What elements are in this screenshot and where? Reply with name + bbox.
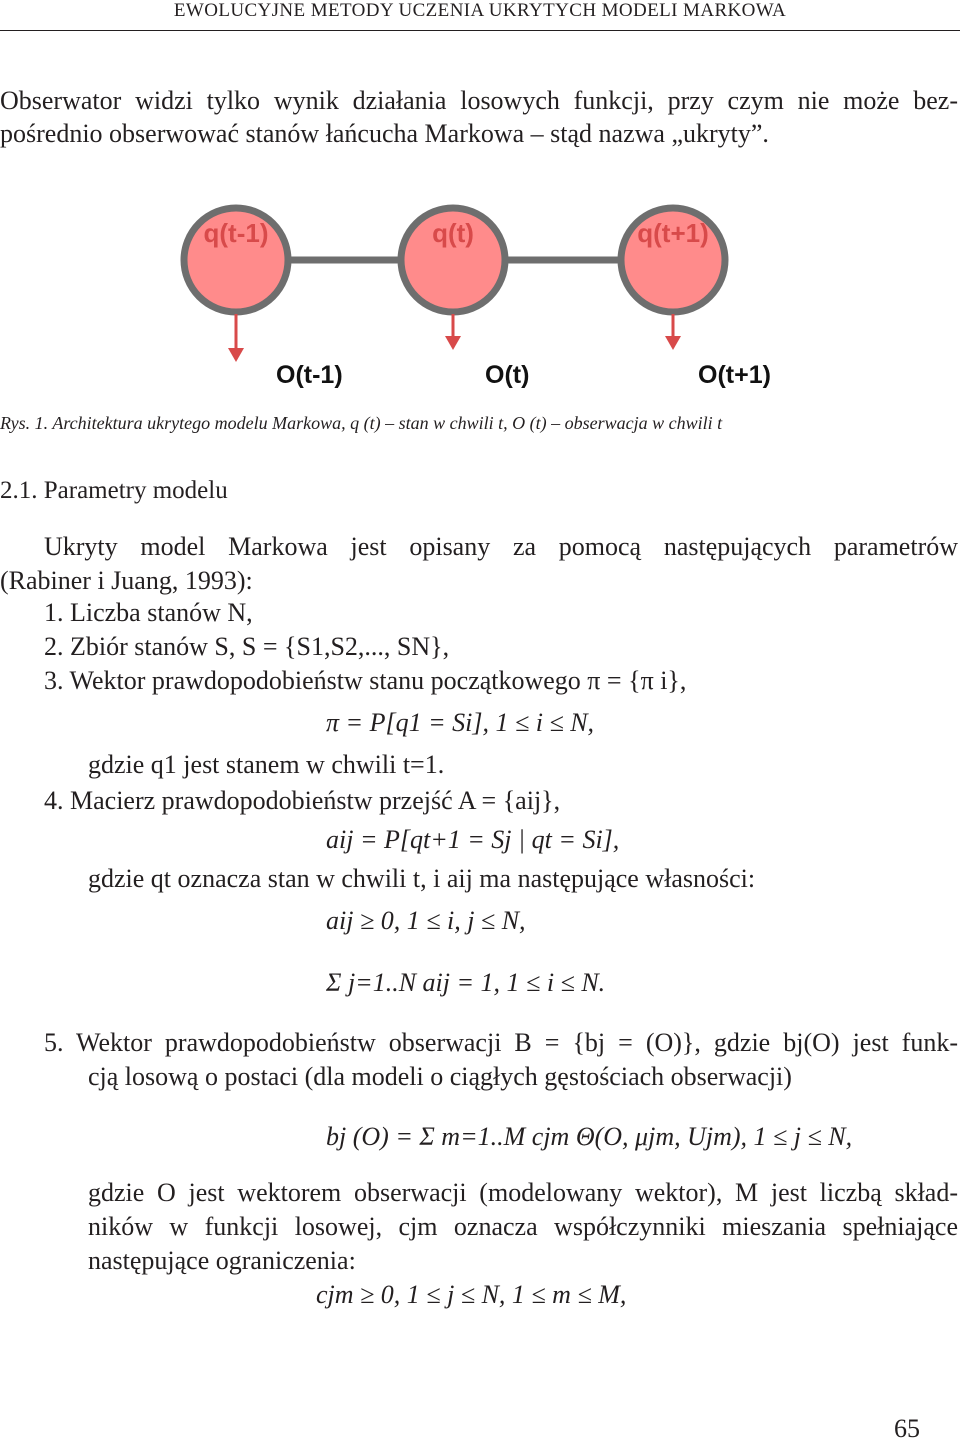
emission-arrowhead-t	[445, 336, 461, 350]
list-item-4	[44, 786, 560, 816]
intro-line-1: Obserwator widzi tylko wynik działania losowych funkcji, przy czym nie może bez-	[0, 86, 958, 115]
list-item-4-text: 4. Macierz prawdopodobieństw przejść A = {aij},	[44, 786, 561, 815]
where-q1-line	[88, 750, 444, 780]
equation-initial-probability-text: π = P[q1 = Si], 1 ≤ i ≤ N,	[326, 708, 595, 737]
figure-caption: Rys. 1. Architektura ukrytego modelu Markowa, q (t) – stan w chwili t, O (t) – obserwacja w chwili t	[0, 413, 723, 433]
running-header: EWOLUCYJNE METODY UCZENIA UKRYTYCH MODELI MARKOWA	[173, 0, 787, 21]
state-label-t: q(t)	[432, 218, 474, 248]
equation-transition-probability-text: aij = P[qt+1 = Sj | qt = Si],	[326, 825, 620, 854]
equation-row-sum-text: Σ j=1..N aij = 1, 1 ≤ i ≤ N.	[326, 968, 606, 997]
observation-label-t+1: O(t+1)	[698, 361, 771, 389]
emission-arrowhead-t-1	[228, 348, 244, 362]
para-line-2: (Rabiner i Juang, 1993):	[0, 566, 253, 595]
hmm-architecture-figure	[180, 178, 780, 408]
observation-label-t: O(t)	[485, 361, 530, 389]
equation-mixing-constraints-text: cjm ≥ 0, 1 ≤ j ≤ N, 1 ≤ m ≤ M,	[316, 1280, 627, 1309]
equation-mixing-constraints	[316, 1280, 626, 1310]
state-label-t-1: q(t-1)	[203, 218, 269, 248]
list-item-5-line-1: 5. Wektor prawdopodobieństw obserwacji B = {bj = (O)}, gdzie bj(O) jest funk-	[44, 1028, 958, 1057]
list-item-1	[44, 598, 253, 628]
list-item-2-text: 2. Zbiór stanów S, S = {S1,S2,..., SN},	[44, 632, 450, 661]
equation-nonnegativity-text: aij ≥ 0, 1 ≤ i, j ≤ N,	[326, 906, 526, 935]
list-item-3-text: 3. Wektor prawdopodobieństw stanu początkowego π = {π i},	[44, 666, 687, 695]
equation-row-sum	[326, 968, 605, 998]
state-label-t+1: q(t+1)	[637, 218, 709, 248]
equation-observation-density	[326, 1122, 852, 1152]
emission-arrowhead-t+1	[665, 336, 681, 350]
list-item-1-text: 1. Liczba stanów N,	[44, 598, 253, 627]
intro-line-2: pośrednio obserwować stanów łańcucha Markowa – stąd nazwa „ukryty”.	[0, 119, 769, 148]
where-O-line-1: gdzie O jest wektorem obserwacji (modelowany wektor), M jest liczbą skład-	[88, 1178, 958, 1207]
where-O-line-3: następujące ograniczenia:	[88, 1246, 356, 1275]
equation-initial-probability	[326, 708, 594, 738]
header-rule	[0, 30, 960, 31]
page-number: 65	[894, 1414, 920, 1443]
where-O-line-2: ników w funkcji losowej, cjm oznacza współczynniki mieszania spełniające	[88, 1212, 958, 1241]
where-qt-line	[88, 864, 755, 894]
section-heading: 2.1. Parametry modelu	[0, 477, 228, 504]
list-item-2	[44, 632, 449, 662]
para-line-1: Ukryty model Markowa jest opisany za pomocą następujących parametrów	[44, 532, 958, 561]
equation-nonnegativity	[326, 906, 526, 936]
equation-observation-density-text: bj (O) = Σ m=1..M cjm Θ(O, μjm, Ujm), 1 ≤ j ≤ N,	[326, 1122, 853, 1151]
list-item-5-line-2: cją losową o postaci (dla modeli o ciągłych gęstościach obserwacji)	[88, 1062, 792, 1091]
observation-label-t-1: O(t-1)	[276, 361, 343, 389]
where-q1-text: gdzie q1 jest stanem w chwili t=1.	[88, 750, 445, 779]
list-item-3	[44, 666, 686, 696]
where-qt-text: gdzie qt oznacza stan w chwili t, i aij ma następujące własności:	[88, 864, 756, 893]
equation-transition-probability	[326, 825, 619, 855]
